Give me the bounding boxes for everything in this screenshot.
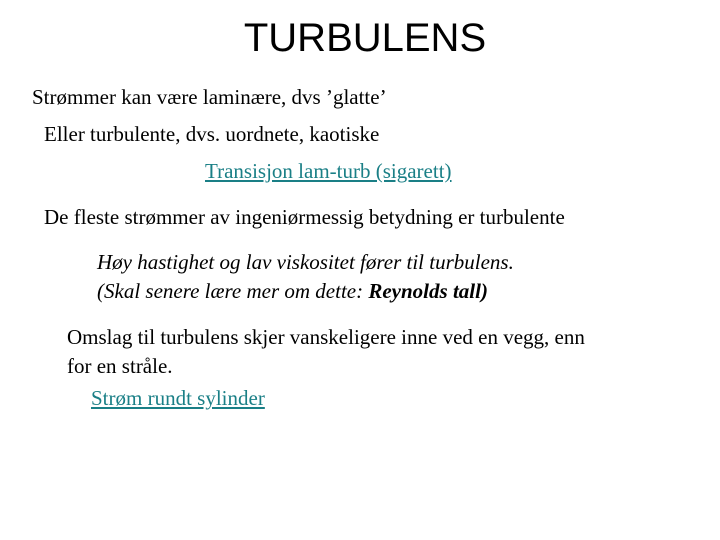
- wall-transition-text: Omslag til turbulens skjer vanskeligere inne ved en vegg, enn: [67, 325, 585, 349]
- reynolds-note: [97, 279, 488, 304]
- high-velocity-text: Høy hastighet og lav viskositet fører til turbulens.: [97, 250, 514, 274]
- cylinder-flow-link[interactable]: Strøm rundt sylinder: [91, 386, 265, 410]
- transition-line: [205, 159, 452, 184]
- transition-link[interactable]: Transisjon lam-turb (sigarett): [205, 159, 452, 183]
- reynolds-note-prefix: (Skal senere lære mer om dette:: [97, 279, 369, 303]
- laminar-text: Strømmer kan være laminære, dvs ’glatte’: [32, 85, 387, 109]
- engineering-flows-text: De fleste strømmer av ingeniørmessig betydning er turbulente: [44, 205, 565, 229]
- reynolds-number-text: Reynolds tall): [368, 279, 488, 303]
- turbulent-text: Eller turbulente, dvs. uordnete, kaotiske: [44, 122, 380, 146]
- cylinder-line: [91, 386, 265, 411]
- slide-title: TURBULENS: [243, 16, 487, 60]
- jet-text: for en stråle.: [67, 354, 173, 378]
